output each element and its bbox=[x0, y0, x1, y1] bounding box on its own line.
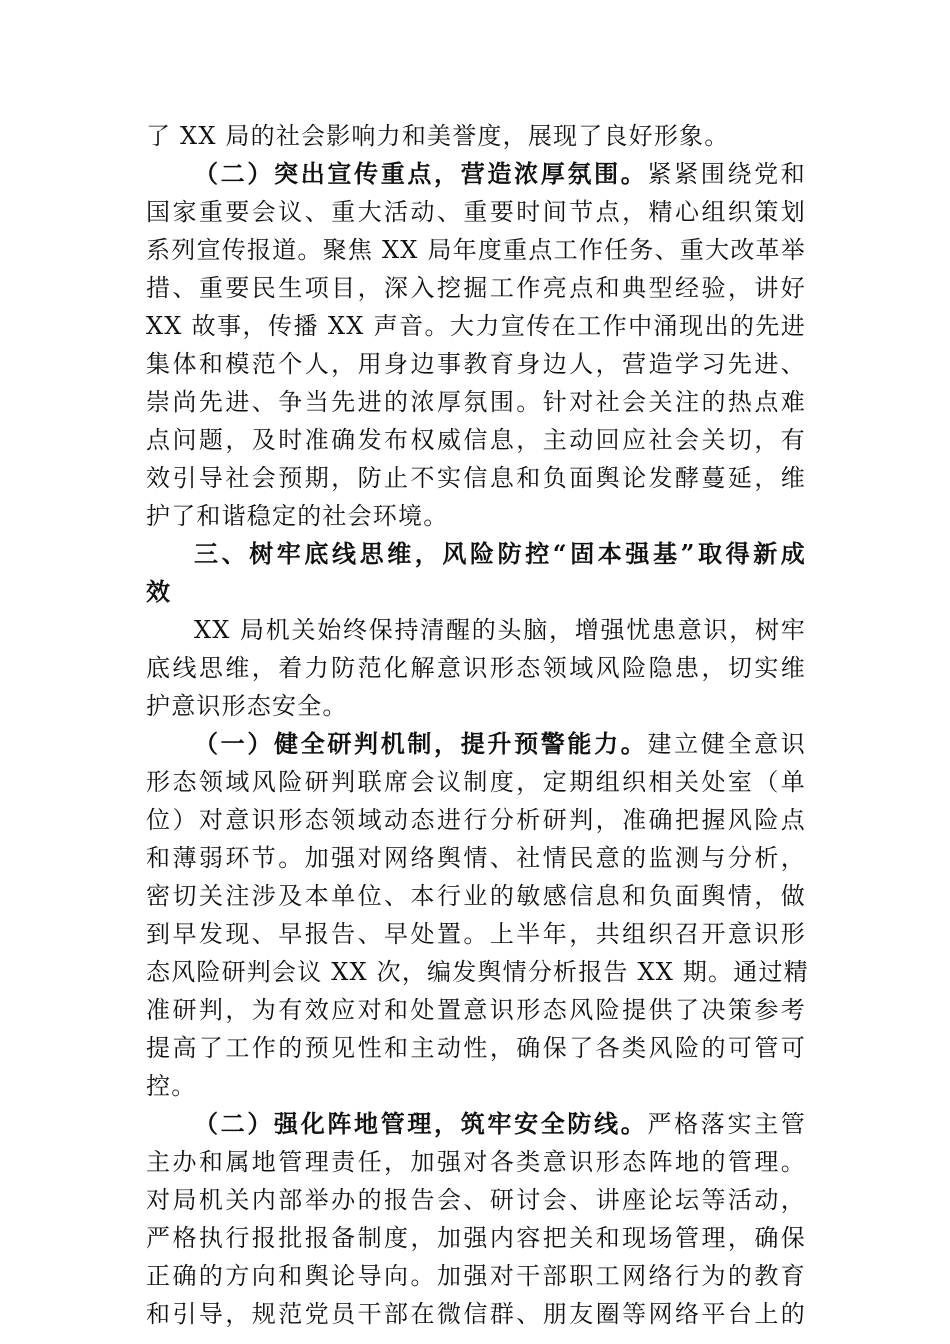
paragraph-line bbox=[146, 306, 806, 346]
section-heading: 三、树牢底线思维，风险防控“固本强基”取得新成 bbox=[194, 539, 806, 568]
line-text: 护意识形态安全。 bbox=[146, 692, 348, 720]
line-text: 崇尚先进、争当先进的浓厚氛围。针对社会关注的热点难 bbox=[146, 388, 806, 416]
line-text: 建立健全意识 bbox=[647, 730, 806, 758]
paragraph-line bbox=[146, 1294, 806, 1334]
subsection-heading-line bbox=[194, 1104, 806, 1144]
subsection-heading: （二）突出宣传重点，营造浓厚氛围。 bbox=[194, 159, 648, 188]
line-text: 严格落实主管 bbox=[647, 1110, 806, 1138]
section-heading-line bbox=[194, 534, 806, 574]
subsection-heading: （一）健全研判机制，提升预警能力。 bbox=[194, 729, 648, 758]
paragraph-line bbox=[146, 1218, 806, 1258]
line-text: 主办和属地管理责任，加强对各类意识形态阵地的管理。 bbox=[146, 1148, 806, 1176]
line-text: 护了和谐稳定的社会环境。 bbox=[146, 502, 449, 530]
paragraph-line bbox=[146, 382, 806, 422]
paragraph-line bbox=[146, 762, 806, 802]
subsection-heading-line bbox=[194, 724, 806, 764]
line-text: 底线思维，着力防范化解意识形态领域风险隐患，切实维 bbox=[146, 654, 806, 682]
line-text: 正确的方向和舆论导向。加强对干部职工网络行为的教育 bbox=[146, 1262, 806, 1290]
line-text: 和引导，规范党员干部在微信群、朋友圈等网络平台上的 bbox=[146, 1300, 806, 1328]
line-text: 控。 bbox=[146, 1072, 197, 1100]
paragraph-line bbox=[146, 230, 806, 270]
paragraph-line bbox=[146, 1028, 806, 1068]
paragraph-line bbox=[146, 496, 806, 536]
line-text: 效引导社会预期，防止不实信息和负面舆论发酵蔓延，维 bbox=[146, 464, 806, 492]
paragraph-line bbox=[146, 344, 806, 384]
paragraph-line bbox=[146, 800, 806, 840]
line-text: 点问题，及时准确发布权威信息，主动回应社会关切，有 bbox=[146, 426, 806, 454]
subsection-heading: （二）强化阵地管理，筑牢安全防线。 bbox=[194, 1109, 648, 1138]
paragraph-line bbox=[146, 1066, 806, 1106]
paragraph-line bbox=[146, 990, 806, 1030]
line-text: 国家重要会议、重大活动、重要时间节点，精心组织策划 bbox=[146, 198, 806, 226]
line-text: 对局机关内部举办的报告会、研讨会、讲座论坛等活动， bbox=[146, 1186, 806, 1214]
paragraph-line bbox=[146, 116, 806, 156]
line-text: 紧紧围绕党和 bbox=[647, 160, 806, 188]
paragraph-line bbox=[146, 420, 806, 460]
line-text: 准研判，为有效应对和处置意识形态风险提供了决策参考 bbox=[146, 996, 806, 1024]
line-text: 形态领域风险研判联席会议制度，定期组织相关处室（单 bbox=[146, 768, 806, 796]
paragraph-line bbox=[146, 458, 806, 498]
paragraph-line bbox=[146, 1256, 806, 1296]
line-text: 了 XX 局的社会影响力和美誉度，展现了良好形象。 bbox=[146, 122, 730, 150]
paragraph-line bbox=[146, 1142, 806, 1182]
paragraph-line bbox=[146, 952, 809, 992]
line-text: 和薄弱环节。加强对网络舆情、社情民意的监测与分析， bbox=[146, 844, 806, 872]
paragraph-line bbox=[146, 268, 806, 308]
paragraph-line bbox=[146, 838, 806, 878]
paragraph-line bbox=[146, 648, 806, 688]
line-text: 密切关注涉及本单位、本行业的敏感信息和负面舆情，做 bbox=[146, 882, 806, 910]
line-text: 措、重要民生项目，深入挖掘工作亮点和典型经验，讲好 bbox=[146, 274, 806, 302]
paragraph-line bbox=[146, 876, 806, 916]
paragraph-line bbox=[146, 192, 806, 232]
line-text: XX 局机关始终保持清醒的头脑，增强忧患意识，树牢 bbox=[194, 616, 806, 644]
line-text: 态风险研判会议 XX 次，编发舆情分析报告 XX 期。通过精 bbox=[146, 958, 809, 986]
line-text: 提高了工作的预见性和主动性，确保了各类风险的可管可 bbox=[146, 1034, 806, 1062]
line-text: 严格执行报批报备制度，加强内容把关和现场管理，确保 bbox=[146, 1224, 806, 1252]
paragraph-line bbox=[146, 914, 806, 954]
line-text: 系列宣传报道。聚焦 XX 局年度重点工作任务、重大改革举 bbox=[146, 236, 806, 264]
subsection-heading-line bbox=[194, 154, 806, 194]
section-heading: 效 bbox=[146, 577, 172, 606]
line-text: 集体和模范个人，用身边事教育身边人，营造学习先进、 bbox=[146, 350, 806, 378]
paragraph-line bbox=[146, 1180, 806, 1220]
section-heading-line bbox=[146, 572, 806, 612]
line-text: 到早发现、早报告、早处置。上半年，共组织召开意识形 bbox=[146, 920, 806, 948]
paragraph-line bbox=[146, 686, 806, 726]
line-text: XX 故事，传播 XX 声音。大力宣传在工作中涌现出的先进 bbox=[146, 312, 806, 340]
paragraph-line bbox=[194, 610, 806, 650]
line-text: 位）对意识形态领域动态进行分析研判，准确把握风险点 bbox=[146, 806, 806, 834]
